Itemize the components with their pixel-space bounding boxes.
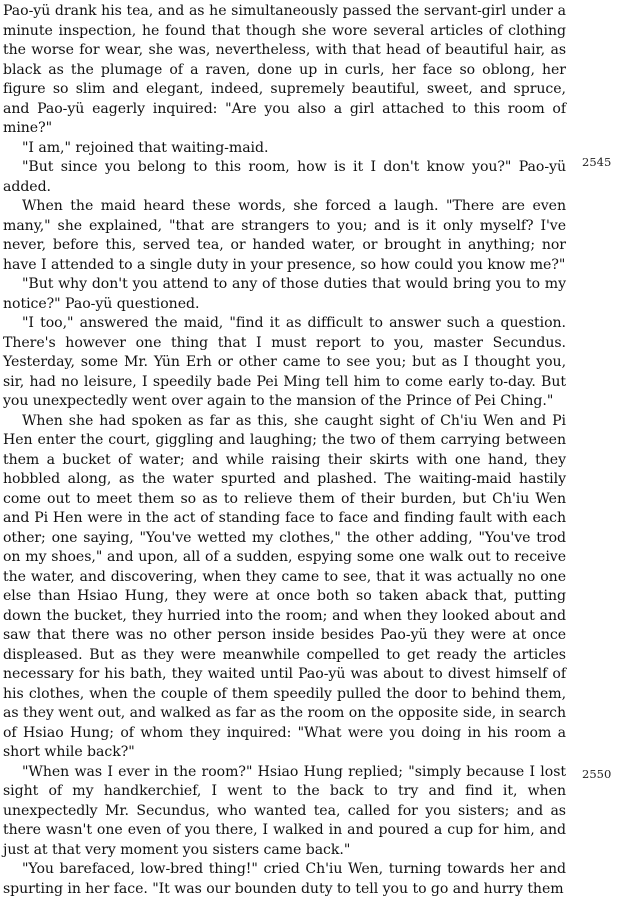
paragraph-6: "I too," answered the maid, "find it as difficult to answer such a question. There's however one thing that I must report to you, master Secundus. Yesterday, some Mr. Yün Erh or other came to see you; but as I thought you, sir, had no leisure, I speedily bade Pei Ming tell him to come early to-day. But you unexpectedly went over again to the mansion of the Prince of Pei Ching." [3, 315, 566, 409]
margin-line-number: 2545 [582, 155, 612, 169]
paragraph-9: "You barefaced, low-bred thing!" cried Ch'iu Wen, turning towards her and spurting in her face. "It was our bounden duty to tell you to go and hurry them [3, 861, 566, 897]
paragraph-1: Pao-yü drank his tea, and as he simultaneously passed the servant-girl under a minute inspection, he found that though she wore several articles of clothing the worse for wear, she was, nevertheless, with that head of beautiful hair, as black as the plumage of a raven, done up in curls, her face so oblong, her figure so slim and elegant, indeed, supremely beautiful, sweet, and spruce, and Pao-yü eagerly inquired: "Are you also a girl attached to this room of mine?" [3, 3, 566, 136]
margin-line-number: 2550 [582, 767, 612, 781]
paragraph-4: When the maid heard these words, she forced a laugh. "There are even many," she explained, "that are strangers to you; and is it only myself? I've never, before this, served tea, or handed water, or brought in anything; nor have I attended to a single duty in your presence, so how could you know me?" [3, 198, 566, 273]
paragraph-7: When she had spoken as far as this, she caught sight of Ch'iu Wen and Pi Hen enter the court, giggling and laughing; the two of them carrying between them a bucket of water; and while raising their skirts with one hand, they hobbled along, as the water spurted and plashed. The waiting-maid hastily come out to meet them so as to relieve them of their burden, but Ch'iu Wen and Pi Hen were in the act of standing face to face and finding fault with each other; one saying, "You've wetted my clothes," the other adding, "You've trod on my shoes," and upon, all of a sudden, espying some one walk out to receive the water, and discovering, when they came to see, that it was actually no one else than Hsiao Hung, they were at once both so taken aback that, putting down the bucket, they hurried into the room; and when they looked about and saw that there was no other person inside besides Pao-yü they were at once displeased. But as they were meanwhile compelled to get ready the articles necessary for his bath, they waited until Pao-yü was about to divest himself of his clothes, when the couple of them speedily pulled the door to behind them, as they went out, and walked as far as the room on the opposite side, in search of Hsiao Hung; of whom they inquired: "What were you doing in his room a short while back?" [3, 412, 566, 760]
paragraph-2: "I am," rejoined that waiting-maid. [22, 139, 269, 156]
paragraph-3: "But since you belong to this room, how is it I don't know you?" Pao-yü added. [3, 159, 566, 195]
text-page [3, 2, 566, 899]
paragraph-5: "But why don't you attend to any of those duties that would bring you to my notice?" Pao-yü questioned. [3, 276, 566, 312]
paragraph-8: "When was I ever in the room?" Hsiao Hung replied; "simply because I lost sight of my handkerchief, I went to the back to try and find it, when unexpectedly Mr. Secundus, who wanted tea, called for you sisters; and as there wasn't one even of you there, I walked in and poured a cup for him, and just at that very moment you sisters came back." [3, 763, 566, 858]
